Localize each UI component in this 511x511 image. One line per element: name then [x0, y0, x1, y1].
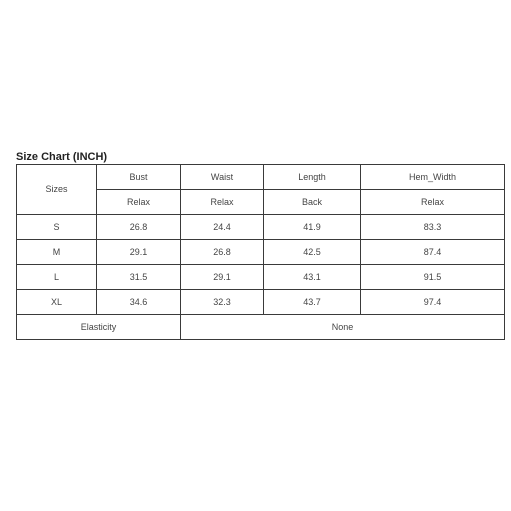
size-chart-table	[16, 164, 505, 340]
footer-row	[17, 315, 505, 340]
bust-value: 31.5	[97, 265, 181, 290]
waist-value: 32.3	[181, 290, 264, 315]
column-header-hem-width: Hem_Width	[361, 165, 505, 190]
size-cell: L	[17, 265, 97, 290]
elasticity-value: None	[181, 315, 505, 340]
sub-header-hem-width: Relax	[361, 190, 505, 215]
elasticity-label: Elasticity	[17, 315, 181, 340]
sub-header-length: Back	[264, 190, 361, 215]
length-value: 42.5	[264, 240, 361, 265]
waist-value: 24.4	[181, 215, 264, 240]
length-value: 43.1	[264, 265, 361, 290]
table-row	[17, 265, 505, 290]
waist-value: 29.1	[181, 265, 264, 290]
size-cell: M	[17, 240, 97, 265]
table-row	[17, 290, 505, 315]
column-header-waist: Waist	[181, 165, 264, 190]
sub-header-bust: Relax	[97, 190, 181, 215]
hem-width-value: 91.5	[361, 265, 505, 290]
length-value: 43.7	[264, 290, 361, 315]
length-value: 41.9	[264, 215, 361, 240]
bust-value: 34.6	[97, 290, 181, 315]
size-cell: XL	[17, 290, 97, 315]
bust-value: 26.8	[97, 215, 181, 240]
column-header-length: Length	[264, 165, 361, 190]
hem-width-value: 87.4	[361, 240, 505, 265]
sizes-header-cell: Sizes	[17, 165, 97, 215]
size-chart-title: Size Chart (INCH)	[16, 151, 108, 163]
size-cell: S	[17, 215, 97, 240]
bust-value: 29.1	[97, 240, 181, 265]
waist-value: 26.8	[181, 240, 264, 265]
sub-header-waist: Relax	[181, 190, 264, 215]
hem-width-value: 97.4	[361, 290, 505, 315]
header-row	[17, 165, 505, 190]
column-header-bust: Bust	[97, 165, 181, 190]
table-row	[17, 240, 505, 265]
hem-width-value: 83.3	[361, 215, 505, 240]
table-row	[17, 215, 505, 240]
